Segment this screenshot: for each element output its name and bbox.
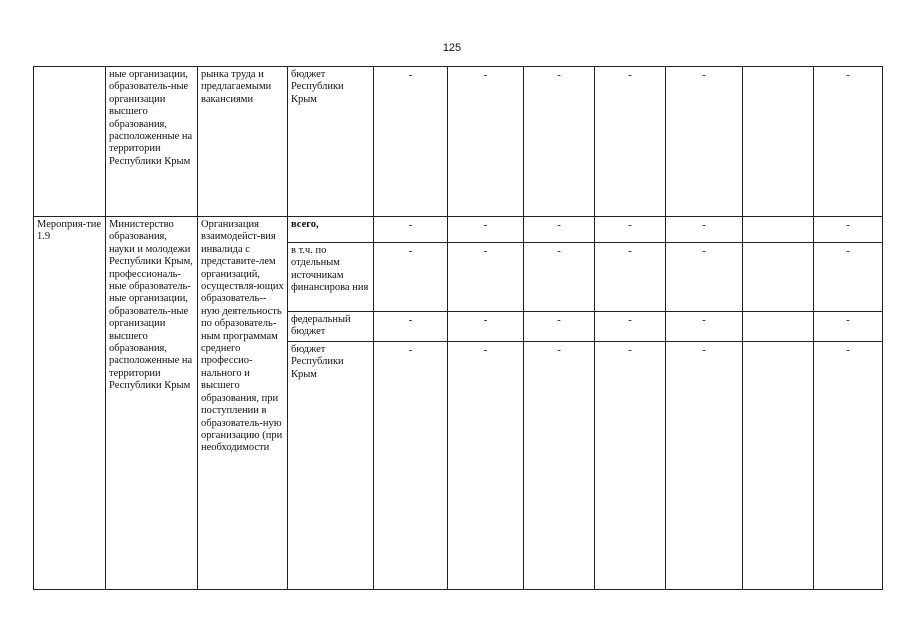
value-cell: - — [814, 312, 883, 342]
measure-cell: Мероприя-тие 1.9 — [34, 217, 106, 590]
source-cell: всего, — [288, 217, 374, 243]
description-cell: рынка труда и предлагаемыми вакансиями — [198, 67, 288, 217]
value-cell: - — [524, 341, 595, 589]
value-cell: - — [524, 312, 595, 342]
value-cell: - — [595, 243, 666, 312]
value-cell: - — [524, 67, 595, 217]
value-cell: - — [666, 341, 743, 589]
value-cell: - — [595, 341, 666, 589]
value-cell — [743, 312, 814, 342]
financing-table — [33, 66, 904, 590]
value-cell — [743, 217, 814, 243]
value-cell: - — [595, 67, 666, 217]
value-cell: - — [374, 243, 448, 312]
value-cell: - — [595, 217, 666, 243]
value-cell — [743, 67, 814, 217]
source-cell: в т.ч. по отдельным источникам финансирова ния — [288, 243, 374, 312]
value-cell: - — [448, 312, 524, 342]
value-cell: - — [595, 312, 666, 342]
value-cell: - — [814, 243, 883, 312]
description-cell: Организация взаимодейст-вия инвалида с представите-лем организаций, осуществля-ющих образователь--ную деятельность по образователь-ным программам среднего профессио-нального и высшего образования, при поступлении в образователь-ную организацию (при необходимости — [198, 217, 288, 590]
value-cell: - — [448, 217, 524, 243]
source-cell: бюджет Республики Крым — [288, 67, 374, 217]
value-cell: - — [666, 217, 743, 243]
value-cell: - — [666, 312, 743, 342]
measure-cell — [34, 67, 106, 217]
executor-cell: Министерство образования, науки и молодежи Республики Крым, профессиональ-ные образователь-ные организации, образователь-ные организации высшего образования, расположенные на территории Республики Крым — [106, 217, 198, 590]
value-cell — [743, 341, 814, 589]
value-cell: - — [374, 217, 448, 243]
value-cell: - — [448, 243, 524, 312]
source-cell: федеральный бюджет — [288, 312, 374, 342]
table-row — [34, 217, 904, 243]
page-number: 125 — [442, 42, 462, 54]
value-cell: - — [374, 67, 448, 217]
executor-cell: ные организации, образователь-ные организации высшего образования, расположенные на территории Республики Крым — [106, 67, 198, 217]
source-cell: бюджет Республики Крым — [288, 341, 374, 589]
value-cell: - — [448, 67, 524, 217]
value-cell: - — [666, 67, 743, 217]
value-cell: - — [524, 243, 595, 312]
value-cell: - — [814, 217, 883, 243]
value-cell: - — [814, 341, 883, 589]
value-cell: - — [814, 67, 883, 217]
value-cell: - — [374, 341, 448, 589]
table-row — [34, 67, 904, 217]
value-cell — [743, 243, 814, 312]
value-cell: - — [374, 312, 448, 342]
value-cell: - — [666, 243, 743, 312]
value-cell: - — [524, 217, 595, 243]
value-cell: - — [448, 341, 524, 589]
